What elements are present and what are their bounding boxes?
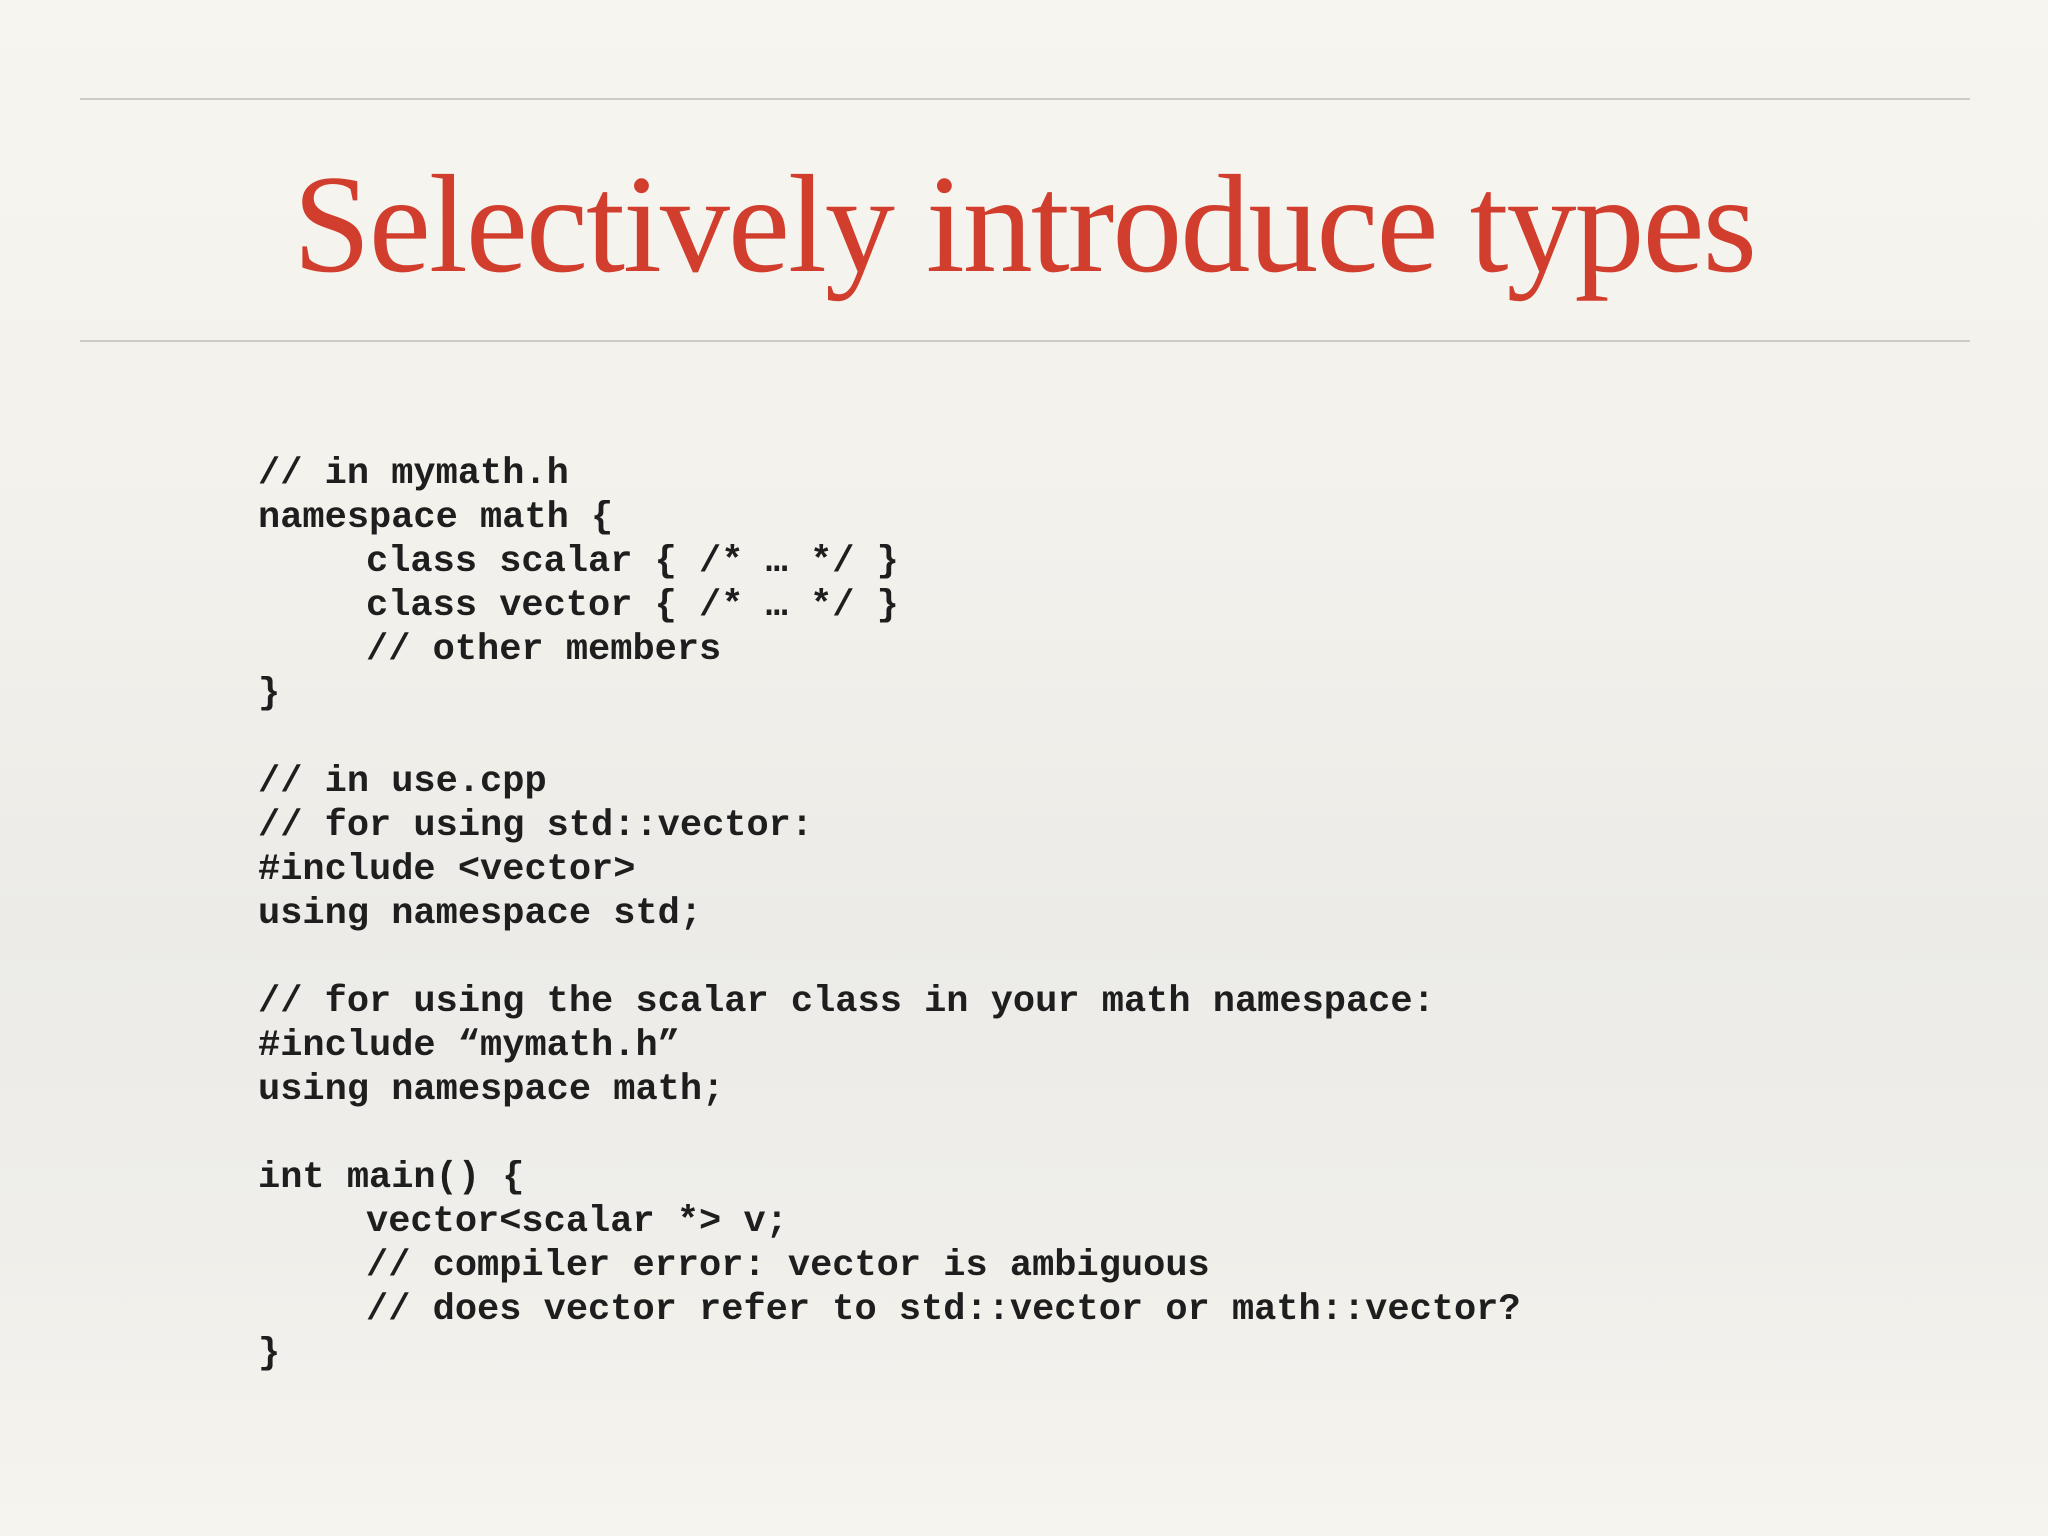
code-line: } [258,1333,281,1375]
code-line: using namespace std; [258,893,703,935]
code-line: // in use.cpp [258,761,547,803]
code-line: int main() { [258,1157,525,1199]
code-line: // for using the scalar class in your math namespace: [258,981,1435,1023]
code-line: #include <vector> [258,849,636,891]
blank-line [258,936,1958,980]
code-line: class scalar { /* … */ } [366,541,899,583]
code-line: namespace math { [258,497,614,539]
code-line: #include “mymath.h” [258,1025,680,1067]
code-block [258,452,1958,1376]
code-line: vector<scalar *> v; [366,1201,788,1243]
slide-title: Selectively introduce types [292,147,1756,302]
blank-line [258,1112,1958,1156]
code-line: } [258,673,281,715]
blank-line [258,716,1958,760]
title-divider [80,340,1970,342]
code-line: // compiler error: vector is ambiguous [366,1245,1210,1287]
code-line: // other members [366,629,722,671]
code-line: // in mymath.h [258,453,569,495]
code-line: using namespace math; [258,1069,725,1111]
top-divider [80,98,1970,100]
code-line: // does vector refer to std::vector or math::vector? [366,1289,1521,1331]
code-line: class vector { /* … */ } [366,585,899,627]
code-line: // for using std::vector: [258,805,814,847]
